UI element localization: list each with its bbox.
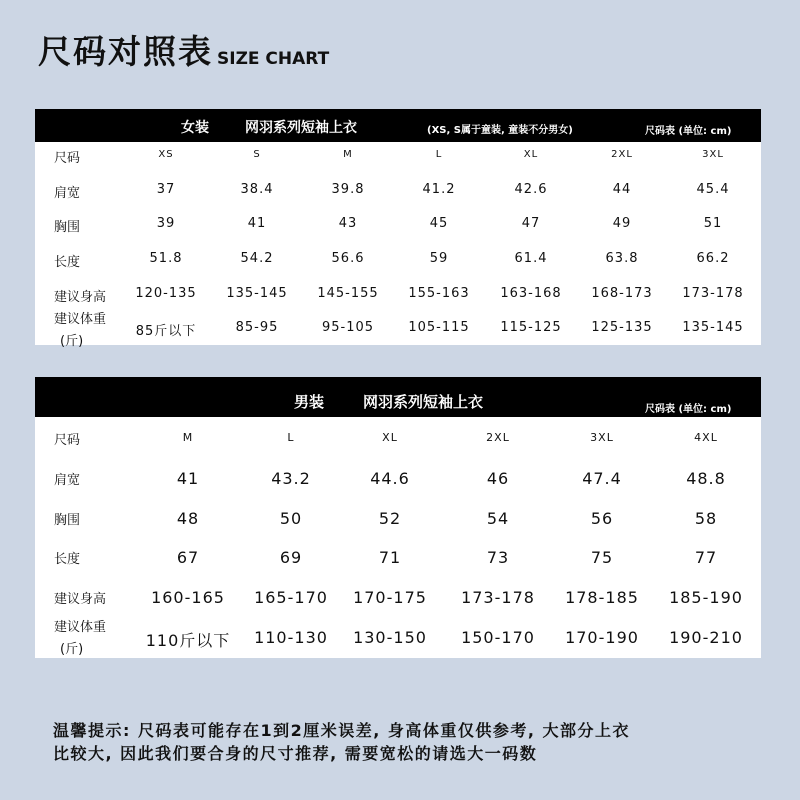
table-cell: 71 bbox=[378, 548, 402, 567]
table-cell: 38.4 bbox=[240, 182, 274, 197]
row-label-unit: (斤) bbox=[60, 334, 84, 349]
size-header-cell: 4XL bbox=[694, 431, 718, 444]
table-cell: 48 bbox=[176, 509, 200, 528]
table-cell: 120-135 bbox=[135, 286, 197, 301]
table-cell: 44.6 bbox=[370, 469, 410, 488]
table-cell: 95-105 bbox=[321, 320, 375, 335]
mens-product-name: 网羽系列短袖上衣 bbox=[363, 393, 484, 411]
table-cell: 190-210 bbox=[669, 628, 743, 647]
table-cell: 77 bbox=[694, 548, 718, 567]
table-cell: 50 bbox=[279, 509, 303, 528]
table-cell: 185-190 bbox=[669, 588, 743, 607]
row-label: 胸围 bbox=[54, 513, 81, 528]
size-header-cell: L bbox=[287, 431, 295, 444]
table-cell: 145-155 bbox=[317, 286, 379, 301]
page-title bbox=[38, 34, 329, 70]
table-cell: 43.2 bbox=[271, 469, 311, 488]
tip-line-1: 温馨提示: 尺码表可能存在1到2厘米误差, 身高体重仅供参考, 大部分上衣 bbox=[53, 721, 631, 740]
row-label: 建议身高 bbox=[54, 592, 107, 607]
row-label-unit: (斤) bbox=[60, 642, 84, 657]
table-cell: 46 bbox=[486, 469, 510, 488]
table-cell: 41 bbox=[247, 216, 267, 231]
table-cell: 125-135 bbox=[591, 320, 653, 335]
row-label: 长度 bbox=[54, 255, 81, 270]
table-cell: 39 bbox=[156, 216, 176, 231]
table-cell: 45 bbox=[429, 216, 449, 231]
mens-table-header bbox=[35, 377, 761, 417]
title-english: SIZE CHART bbox=[217, 49, 330, 69]
size-header-cell: XL bbox=[523, 149, 539, 160]
womens-unit-label: 尺码表 (单位: cm) bbox=[645, 126, 732, 137]
mens-unit-label: 尺码表 (单位: cm) bbox=[645, 404, 732, 415]
table-cell: 56 bbox=[590, 509, 614, 528]
table-cell: 135-145 bbox=[226, 286, 288, 301]
tip-line-2: 比较大, 因此我们要合身的尺寸推荐, 需要宽松的请选大一码数 bbox=[53, 744, 538, 763]
table-cell: 59 bbox=[429, 251, 449, 266]
table-cell: 75 bbox=[590, 548, 614, 567]
table-cell: 49 bbox=[612, 216, 632, 231]
size-header-cell: 3XL bbox=[702, 149, 724, 160]
table-cell: 47 bbox=[521, 216, 541, 231]
womens-table-header bbox=[35, 109, 761, 142]
table-cell: 178-185 bbox=[565, 588, 639, 607]
table-row bbox=[35, 587, 761, 607]
table-row bbox=[35, 285, 761, 305]
table-cell: 85-95 bbox=[235, 320, 279, 335]
size-header-cell: XL bbox=[382, 431, 398, 444]
size-header-cell: 2XL bbox=[486, 431, 510, 444]
table-row bbox=[35, 547, 761, 567]
table-cell: 165-170 bbox=[254, 588, 328, 607]
size-header-cell: 2XL bbox=[611, 149, 633, 160]
size-header-cell: L bbox=[435, 149, 443, 160]
table-cell: 150-170 bbox=[461, 628, 535, 647]
row-label: 建议身高 bbox=[54, 290, 107, 305]
table-cell: 135-145 bbox=[682, 320, 744, 335]
table-cell: 43 bbox=[338, 216, 358, 231]
size-header-cell: S bbox=[253, 149, 261, 160]
table-cell: 168-173 bbox=[591, 286, 653, 301]
row-label: 肩宽 bbox=[54, 186, 81, 201]
table-cell: 47.4 bbox=[582, 469, 622, 488]
row-label: 建议体重 bbox=[54, 620, 107, 635]
table-row bbox=[35, 312, 761, 349]
table-cell: 44 bbox=[612, 182, 632, 197]
row-label: 尺码 bbox=[54, 151, 81, 166]
table-cell: 110斤以下 bbox=[145, 631, 231, 650]
table-cell: 67 bbox=[176, 548, 200, 567]
table-cell: 56.6 bbox=[331, 251, 365, 266]
table-cell: 160-165 bbox=[151, 588, 225, 607]
table-cell: 110-130 bbox=[254, 628, 328, 647]
table-cell: 54 bbox=[486, 509, 510, 528]
size-header-cell: M bbox=[343, 149, 353, 160]
table-row bbox=[35, 146, 761, 166]
table-cell: 58 bbox=[694, 509, 718, 528]
table-cell: 51.8 bbox=[149, 251, 183, 266]
mens-gender-label: 男装 bbox=[294, 393, 325, 411]
table-cell: 115-125 bbox=[500, 320, 562, 335]
table-cell: 45.4 bbox=[696, 182, 730, 197]
table-cell: 51 bbox=[703, 216, 723, 231]
table-cell: 170-175 bbox=[353, 588, 427, 607]
table-cell: 69 bbox=[279, 548, 303, 567]
table-cell: 48.8 bbox=[686, 469, 726, 488]
table-row bbox=[35, 508, 761, 528]
table-cell: 63.8 bbox=[605, 251, 639, 266]
womens-product-name: 网羽系列短袖上衣 bbox=[245, 120, 357, 136]
table-cell: 130-150 bbox=[353, 628, 427, 647]
womens-gender-label: 女装 bbox=[181, 120, 209, 136]
table-cell: 170-190 bbox=[565, 628, 639, 647]
table-cell: 42.6 bbox=[514, 182, 548, 197]
tip-note bbox=[53, 719, 630, 765]
womens-note: (XS, S属于童装, 童装不分男女) bbox=[427, 125, 573, 136]
mens-size-table bbox=[35, 377, 761, 658]
table-cell: 66.2 bbox=[696, 251, 730, 266]
size-header-cell: 3XL bbox=[590, 431, 614, 444]
row-label: 长度 bbox=[54, 552, 81, 567]
title-chinese: 尺码对照表 bbox=[38, 32, 213, 71]
table-row bbox=[35, 620, 761, 657]
table-cell: 52 bbox=[378, 509, 402, 528]
table-cell: 163-168 bbox=[500, 286, 562, 301]
row-label: 肩宽 bbox=[54, 473, 81, 488]
table-row bbox=[35, 428, 761, 448]
table-cell: 41 bbox=[176, 469, 200, 488]
table-row bbox=[35, 215, 761, 235]
table-cell: 41.2 bbox=[422, 182, 456, 197]
table-row bbox=[35, 181, 761, 201]
womens-size-table bbox=[35, 109, 761, 349]
table-cell: 54.2 bbox=[240, 251, 274, 266]
table-cell: 173-178 bbox=[682, 286, 744, 301]
table-cell: 37 bbox=[156, 182, 176, 197]
size-header-cell: M bbox=[182, 431, 194, 444]
table-cell: 155-163 bbox=[408, 286, 470, 301]
table-cell: 61.4 bbox=[514, 251, 548, 266]
table-cell: 39.8 bbox=[331, 182, 365, 197]
table-row bbox=[35, 250, 761, 270]
row-label: 建议体重 bbox=[54, 312, 107, 327]
table-cell: 105-115 bbox=[408, 320, 470, 335]
table-cell: 173-178 bbox=[461, 588, 535, 607]
table-row bbox=[35, 468, 761, 488]
row-label: 尺码 bbox=[54, 433, 81, 448]
table-cell: 85斤以下 bbox=[135, 324, 197, 339]
size-header-cell: XS bbox=[158, 149, 174, 160]
table-cell: 73 bbox=[486, 548, 510, 567]
row-label: 胸围 bbox=[54, 220, 81, 235]
